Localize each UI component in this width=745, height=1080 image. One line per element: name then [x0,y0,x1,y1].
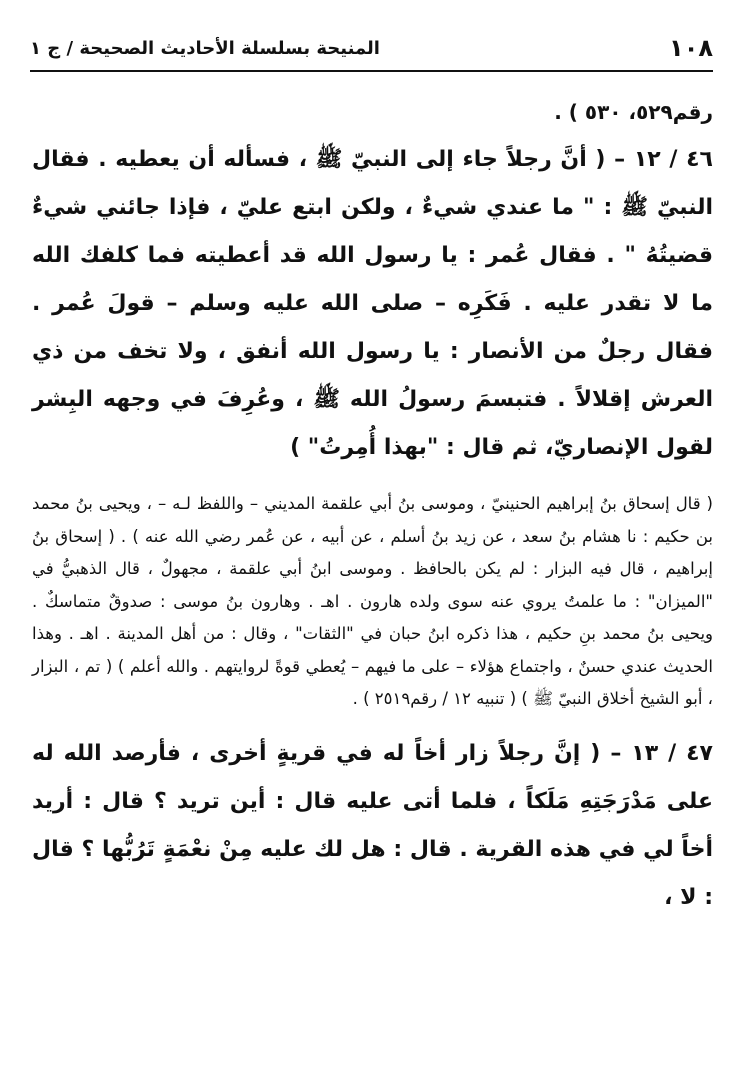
hadith-47 [32,730,713,922]
hadith-46-text: ( أنَّ رجلاً جاء إلى النبيّ ﷺ ، فسأله أن يعطيه . فقال النبيّ ﷺ : " ما عندي شيءٌ ، ولكن ابتع عليّ ، فإذا جائني شيءٌ قضيتُهُ " . فقال عُمر : يا رسول الله قد أعطيته فما كلفك الله ما لا تقدر عليه . فَكَرِه – صلى الله عليه وسلم – قولَ عُمر . فقال رجلٌ من الأنصار : يا رسول الله أنفق ، ولا تخف من ذي العرش إقلالاً . فتبسمَ رسولُ الله ﷺ ، وعُرِفَ في وجهه البِشر لقول الإنصاريّ، ثم قال : "بهذا أُمِرتُ" ) [32,147,713,460]
page-body [32,100,713,1070]
page-number: ١٠٨ [669,34,713,62]
hadith-47-number: ٤٧ / ١٣ – [610,740,713,766]
running-title: المنيحة بسلسلة الأحاديث الصحيحة / ج ١ [30,38,380,59]
continuation-reference: رقم٥٢٩، ٥٣٠ ) . [554,100,713,124]
hadith-46-takhrij-note: ( قال إسحاق بنُ إبراهيم الحنينيّ ، وموسى بنُ أبي علقمة المديني – واللفظ لـه – ، ويحيى بنُ محمد بن حكيم : نا هشام بنُ سعد ، عن زيد بنُ أسلم ، عن أبيه ، عن عُمر رضي الله عنه ) . ( إسحاق بنُ إبراهيم ، قال فيه البزار : لم يكن بالحافظ . وموسى ابنُ أبي علقمة ، مجهولٌ ، قال الذهبيُّ في "الميزان" : ما علمتُ يروي عنه سوى ولده هارون . اهـ . وهارون بنُ موسى : صدوقٌ متماسكٌ . ويحيى بنُ محمد بنِ حكيم ، هذا ذكره ابنُ حبان في "الثقات" ، وقال : من أهل المدينة . اهـ . وهذا الحديث عندي حسنٌ ، واجتماع هؤلاء – على ما فيهم – يُعطي قوةً لروايتهم . والله أعلم ) ( تم ، البزار ، أبو الشيخ أخلاق النبيّ ﷺ ) ( تنبيه ١٢ / رقم٢٥١٩ ) . [32,494,713,708]
header-rule [30,70,713,72]
hadith-46-number: ٤٦ / ١٢ – [614,147,713,172]
hadith-46 [32,136,713,472]
hadith-47-text: ( إنَّ رجلاً زار أخاً له في قريةٍ أخرى ، فأرصد الله له على مَدْرَجَتِهِ مَلَكاً ، فلما أتى عليه قال : أين تريد ؟ قال : أريد أخاً لي في هذه القرية . قال : هل لك عليه مِنْ نعْمَةٍ تَرُبُّها ؟ قال : لا ، [32,740,713,910]
page-header [30,28,713,72]
